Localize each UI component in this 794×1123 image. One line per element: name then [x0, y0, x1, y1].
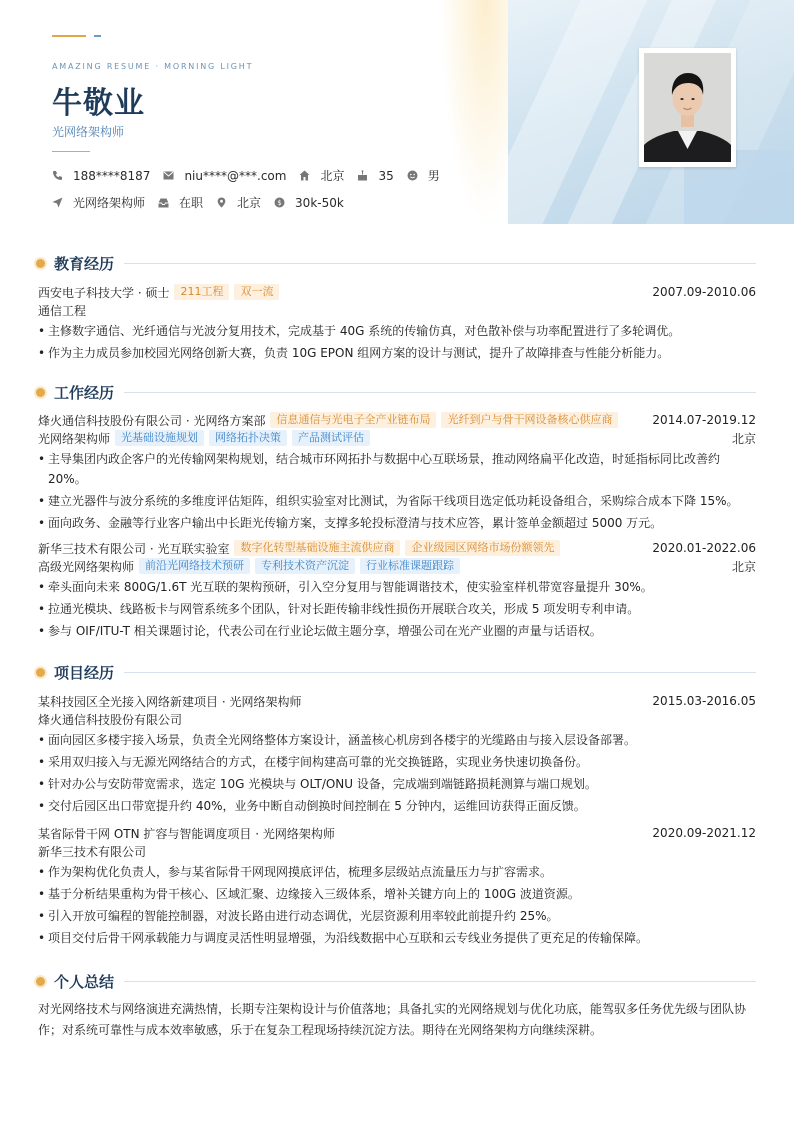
decor-line-blue: [94, 35, 101, 37]
section-divider: [124, 672, 756, 673]
bullet-item: • 基于分析结果重构为骨干核心、区域汇聚、边缘接入三级体系，增补关键方向上的 100G 波道资源。: [38, 884, 756, 904]
bullet-list: [38, 862, 756, 948]
section-title: 项目经历: [54, 664, 115, 682]
decor-line-orange: [52, 35, 86, 37]
education-entry: [38, 283, 756, 363]
svg-text:$: $: [277, 199, 282, 208]
education-section-header: [36, 253, 756, 274]
project-company: 烽火通信科技股份有限公司: [38, 712, 183, 727]
home-item: 北京: [299, 167, 344, 184]
date-range: 2015.03-2016.05: [652, 694, 756, 708]
date-range: 2020.01-2022.06: [652, 541, 756, 555]
position-tag: 专利技术资产沉淀: [255, 558, 355, 574]
company-tag: 信息通信与光电子全产业链布局: [270, 412, 436, 428]
bullet-item: • 参与 OIF/ITU-T 相关课题讨论，代表公司在行业论坛做主题分享，增强公司在光产业圈的声量与话语权。: [38, 621, 756, 641]
job-status-item: 在职: [158, 194, 203, 211]
section-dot-icon: [36, 388, 45, 397]
company-tag: 数字化转型基础设施主流供应商: [234, 540, 400, 556]
bullet-list: [38, 321, 756, 363]
company-tag: 企业级园区网络市场份额领先: [405, 540, 560, 556]
phone-icon: [52, 170, 63, 181]
bullet-list: [38, 730, 756, 816]
project-entry: [38, 692, 756, 816]
bullet-list: [38, 449, 756, 533]
gender-item: 男: [407, 167, 440, 184]
salary-icon: [274, 197, 285, 208]
bullet-item: • 主导集团内政企客户的光传输网架构规划，结合城市环网拓扑与数据中心互联场景，推动网络扁平化改造，时延指标同比改善约 20%。: [38, 449, 756, 489]
position-tag: 前沿光网络技术预研: [139, 558, 250, 574]
position-tag: 光基础设施规划: [115, 430, 204, 446]
contact-row: [52, 167, 453, 184]
bullet-item: • 建立光器件与波分系统的多维度评估矩阵，组织实验室对比测试，为省际干线项目选定低功耗设备组合，采购综合成本下降 15%。: [38, 491, 756, 511]
location-item: 北京: [216, 194, 261, 211]
bullet-item: • 交付后园区出口带宽提升约 40%，业务中断自动倒换时间控制在 5 分钟内，运维回访获得正面反馈。: [38, 796, 756, 816]
job-city: 北京: [731, 559, 756, 574]
target-role-item: 光网络架构师: [52, 194, 145, 211]
section-divider: [124, 981, 756, 982]
position-tag: 行业标准课题跟踪: [360, 558, 460, 574]
school-tag: 双一流: [234, 284, 279, 300]
bullet-item: • 针对办公与安防带宽需求，选定 10G 光模块与 OLT/ONU 设备，完成端到端链路损耗测算与端口规划。: [38, 774, 756, 794]
bullet-item: • 项目交付后骨干网承载能力与调度灵活性明显增强，为沿线数据中心互联和云专线业务提供了更充足的传输保障。: [38, 928, 756, 948]
section-dot-icon: [36, 259, 45, 268]
summary-text: 对光网络技术与网络演进充满热情，长期专注架构设计与价值落地；具备扎实的光网络规划与优化功底，能驾驭多任务优先级与团队协作；对系统可靠性与成本效率敏感，乐于在复杂工程现场持续沉淀方法。期待在光网络架构方向继续深耕。: [38, 1002, 747, 1037]
section-title: 工作经历: [54, 384, 115, 402]
bullet-item: • 作为主力成员参加校园光网络创新大赛，负责 10G EPON 组网方案的设计与测试，提升了故障排查与性能分析能力。: [38, 343, 756, 363]
project-entry: [38, 824, 756, 948]
project-name: 某省际骨干网 OTN 扩容与智能调度项目 · 光网络架构师: [38, 826, 335, 841]
phone-item: 188****8187: [52, 169, 150, 183]
candidate-role: 光网络架构师: [52, 125, 125, 139]
resume-tagline: AMAZING RESUME · MORNING LIGHT: [52, 62, 254, 71]
bullet-item: • 牵头面向未来 800G/1.6T 光互联的架构预研，引入空分复用与智能调谐技术，使实验室样机带宽容量提升 30%。: [38, 577, 756, 597]
section-dot-icon: [36, 977, 45, 986]
date-range: 2014.07-2019.12: [652, 413, 756, 427]
gender-icon: [407, 170, 418, 181]
candidate-name: 牛敬业: [52, 86, 145, 121]
projects-section-header: [36, 662, 756, 683]
section-divider: [124, 263, 756, 264]
school-name: 西安电子科技大学 · 硕士: [38, 285, 170, 300]
section-divider: [124, 392, 756, 393]
section-dot-icon: [36, 668, 45, 677]
bullet-item: • 主修数字通信、光纤通信与光波分复用技术，完成基于 40G 系统的传输仿真，对色散补偿与功率配置进行了多轮调优。: [38, 321, 756, 341]
position-tag: 网络拓扑决策: [209, 430, 287, 446]
bullet-item: • 引入开放可编程的智能控制器，对波长路由进行动态调优，光层资源利用率较此前提升约 25%。: [38, 906, 756, 926]
profile-photo: [639, 48, 736, 167]
company-name: 烽火通信科技股份有限公司 · 光网络方案部: [38, 413, 266, 428]
work-entry: [38, 539, 756, 641]
section-title: 个人总结: [54, 973, 115, 991]
bullet-item: • 面向政务、金融等行业客户输出中长距光传输方案，支撑多轮投标澄清与技术应答，累计签单金额超过 5000 万元。: [38, 513, 756, 533]
work-section-header: [36, 382, 756, 403]
status-row: [52, 194, 357, 211]
project-name: 某科技园区全光接入网络新建项目 · 光网络架构师: [38, 694, 302, 709]
summary-section-header: [36, 971, 756, 992]
cake-icon: [357, 170, 368, 181]
bullet-item: • 面向园区多楼宇接入场景，负责全光网络整体方案设计，涵盖核心机房到各楼宇的光缆路由与接入层设备部署。: [38, 730, 756, 750]
job-city: 北京: [731, 431, 756, 446]
summary-block: [38, 999, 756, 1041]
email-item: niu****@***.com: [163, 169, 286, 183]
position-title: 高级光网络架构师: [38, 559, 135, 574]
section-title: 教育经历: [54, 255, 115, 273]
bullet-item: • 作为架构优化负责人，参与某省际骨干网现网摸底评估，梳理多层级站点流量压力与扩容需求。: [38, 862, 756, 882]
date-range: 2020.09-2021.12: [652, 826, 756, 840]
bullet-list: [38, 577, 756, 641]
home-icon: [299, 170, 310, 181]
age-item: 35: [357, 169, 393, 183]
position-tag: 产品测试评估: [292, 430, 370, 446]
bullet-item: • 拉通光模块、线路板卡与网管系统多个团队，针对长距传输非线性损伤开展联合攻关，形成 5 项发明专利申请。: [38, 599, 756, 619]
work-entry: [38, 411, 756, 533]
company-name: 新华三技术有限公司 · 光互联实验室: [38, 541, 230, 556]
school-tag: 211工程: [174, 284, 229, 300]
project-company: 新华三技术有限公司: [38, 844, 147, 859]
location-pin-icon: [216, 197, 227, 208]
send-icon: [52, 197, 63, 208]
major: 通信工程: [38, 303, 87, 318]
mail-icon: [163, 170, 174, 181]
company-tag: 光纤到户与骨干网设备核心供应商: [441, 412, 618, 428]
inbox-icon: [158, 197, 169, 208]
salary-item: $ 30k-50k: [274, 196, 344, 210]
bullet-item: • 采用双归接入与无源光网络结合的方式，在楼宇间构建高可靠的光交换链路，实现业务快速切换备份。: [38, 752, 756, 772]
position-title: 光网络架构师: [38, 431, 111, 446]
role-divider: [52, 151, 90, 152]
date-range: 2007.09-2010.06: [652, 285, 756, 299]
